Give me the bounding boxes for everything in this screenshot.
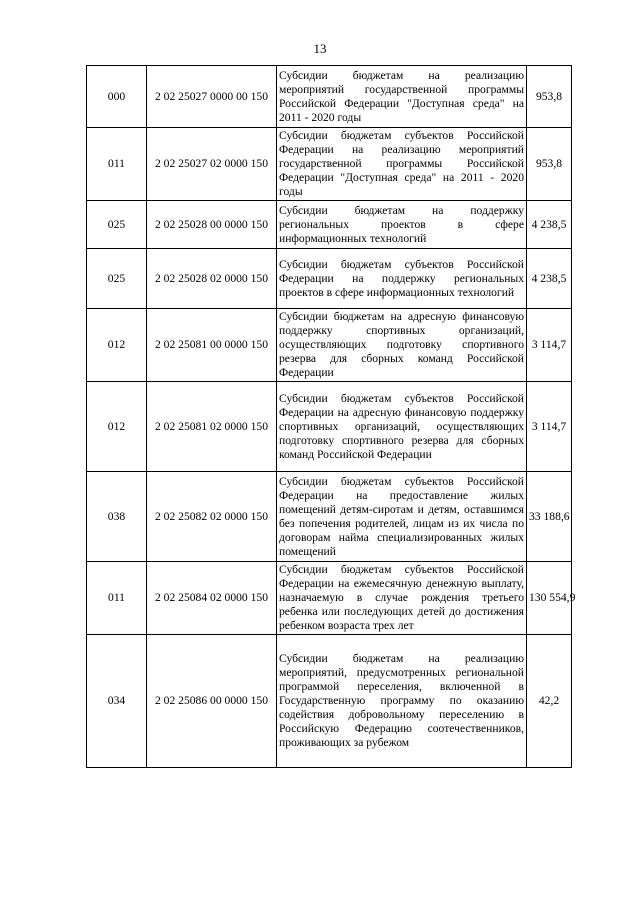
description-cell: Субсидии бюджетам на реализацию мероприятий, предусмотренных региональной программой переселения, включенной в Государственную программу по оказанию содействия добровольному переселению в Российскую Федерацию соотечественников, проживающих за рубежом xyxy=(277,635,527,768)
admin-code-cell: 000 xyxy=(87,66,147,128)
admin-code-cell: 011 xyxy=(87,128,147,201)
budget-table xyxy=(86,65,576,768)
amount-cell: 953,8 xyxy=(527,128,572,201)
budget-code-cell: 2 02 25086 00 0000 150 xyxy=(147,635,277,768)
budget-code-cell: 2 02 25028 00 0000 150 xyxy=(147,201,277,249)
page-number: 13 xyxy=(313,41,327,56)
amount-cell: 33 188,6 xyxy=(527,472,572,562)
table-row xyxy=(87,249,572,309)
description-cell: Субсидии бюджетам субъектов Российской Федерации на предоставление жилых помещений детям-сиротам и детям, оставшимся без попечения родителей, лицам из их числа по договорам найма специализированных жилых помещений xyxy=(277,472,527,562)
description-cell: Субсидии бюджетам на поддержку региональных проектов в сфере информационных технологий xyxy=(277,201,527,249)
description-cell: Субсидии бюджетам субъектов Российской Федерации на реализацию мероприятий государственной программы Российской Федерации "Доступная среда" на 2011 - 2020 годы xyxy=(277,128,527,201)
amount-cell: 42,2 xyxy=(527,635,572,768)
description-cell: Субсидии бюджетам субъектов Российской Федерации на адресную финансовую поддержку спортивных организаций, осуществляющих подготовку спортивного резерва для сборных команд Российской Федерации xyxy=(277,382,527,472)
admin-code-cell: 025 xyxy=(87,201,147,249)
table-row xyxy=(87,66,572,128)
budget-code-cell: 2 02 25028 02 0000 150 xyxy=(147,249,277,309)
description-cell: Субсидии бюджетам на адресную финансовую поддержку спортивных организаций, осуществляющих подготовку спортивного резерва для сборных команд Российской Федерации xyxy=(277,309,527,382)
budget-code-cell: 2 02 25084 02 0000 150 xyxy=(147,562,277,635)
amount-cell: 3 114,7 xyxy=(527,309,572,382)
table-row xyxy=(87,128,572,201)
budget-code-cell: 2 02 25027 0000 00 150 xyxy=(147,66,277,128)
amount-cell: 953,8 xyxy=(527,66,572,128)
budget-code-cell: 2 02 25081 02 0000 150 xyxy=(147,382,277,472)
budget-code-cell: 2 02 25027 02 0000 150 xyxy=(147,128,277,201)
description-cell: Субсидии бюджетам на реализацию мероприятий государственной программы Российской Федерации "Доступная среда" на 2011 - 2020 годы xyxy=(277,66,527,128)
amount-cell: 3 114,7 xyxy=(527,382,572,472)
admin-code-cell: 012 xyxy=(87,309,147,382)
admin-code-cell: 034 xyxy=(87,635,147,768)
table-row xyxy=(87,201,572,249)
budget-code-cell: 2 02 25082 02 0000 150 xyxy=(147,472,277,562)
description-cell: Субсидии бюджетам субъектов Российской Федерации на поддержку региональных проектов в сфере информационных технологий xyxy=(277,249,527,309)
table-row xyxy=(87,382,572,472)
admin-code-cell: 038 xyxy=(87,472,147,562)
table-row xyxy=(87,472,572,562)
table-row xyxy=(87,562,572,635)
admin-code-cell: 025 xyxy=(87,249,147,309)
budget-code-cell: 2 02 25081 00 0000 150 xyxy=(147,309,277,382)
admin-code-cell: 012 xyxy=(87,382,147,472)
amount-cell: 4 238,5 xyxy=(527,201,572,249)
table-row xyxy=(87,635,572,768)
amount-cell: 130 554,9 xyxy=(527,562,572,635)
amount-cell: 4 238,5 xyxy=(527,249,572,309)
admin-code-cell: 011 xyxy=(87,562,147,635)
description-cell: Субсидии бюджетам субъектов Российской Федерации на ежемесячную денежную выплату, назначаемую в случае рождения третьего ребенка или последующих детей до достижения ребенком возраста трех лет xyxy=(277,562,527,635)
table-row xyxy=(87,309,572,382)
